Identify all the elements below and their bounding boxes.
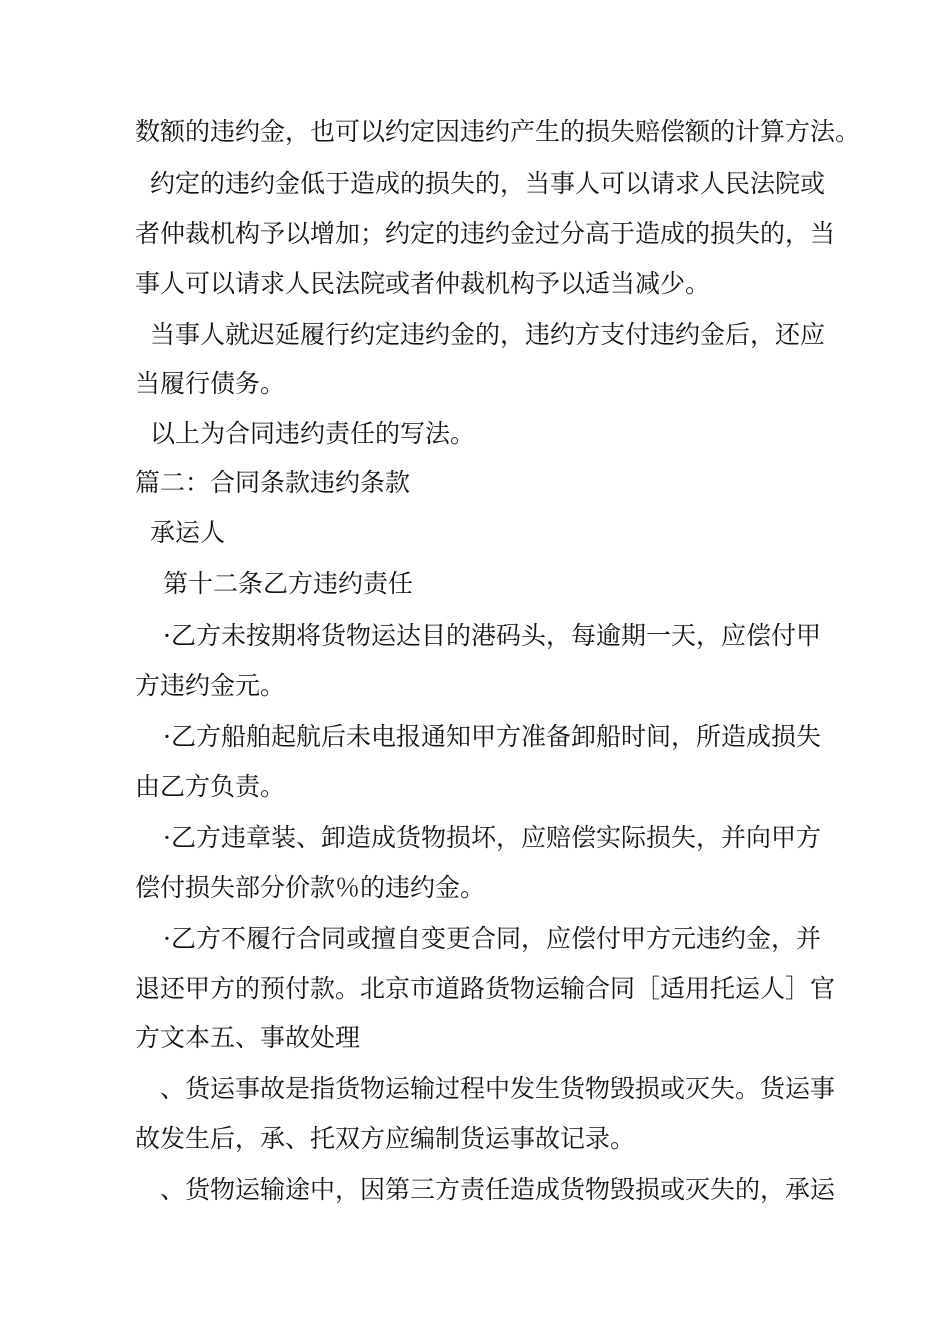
text-line: 事人可以请求人民法院或者仲裁机构予以适当减少。 — [135, 269, 711, 298]
section-heading: 篇二：合同条款违约条款 — [135, 468, 411, 497]
text-line: 约定的违约金低于造成的损失的，当事人可以请求人民法院或 — [150, 169, 826, 198]
text-line: 方文本五、事故处理 — [135, 1023, 361, 1052]
text-line: 、货运事故是指货物运输过程中发生货物毁损或灭失。货运事 — [160, 1074, 836, 1103]
text-line: ·乙方不履行合同或擅自变更合同，应偿付甲方元违约金，并 — [163, 924, 821, 953]
text-line: 承运人 — [150, 518, 226, 547]
text-line: 方违约金元。 — [135, 671, 286, 700]
text-line: ·乙方未按期将货物运达目的港码头，每逾期一天，应偿付甲 — [163, 621, 821, 650]
text-line: 者仲裁机构予以增加；约定的违约金过分高于造成的损失的，当 — [135, 219, 836, 248]
text-line: 偿付损失部分价款％的违约金。 — [135, 873, 486, 902]
text-line: 当事人就迟延履行约定违约金的，违约方支付违约金后，还应 — [150, 320, 826, 349]
text-line: 数额的违约金，也可以约定因违约产生的损失赔偿额的计算方法。 — [135, 117, 861, 146]
text-line: 当履行债务。 — [135, 369, 286, 398]
text-line: 以上为合同违约责任的写法。 — [150, 419, 476, 448]
article-heading: 第十二条乙方违约责任 — [163, 569, 414, 598]
text-line: 、货物运输途中，因第三方责任造成货物毁损或灭失的，承运 — [160, 1175, 836, 1204]
text-line: 退还甲方的预付款。北京市道路货物运输合同［适用托运人］官 — [135, 974, 836, 1003]
text-line: ·乙方船舶起航后未电报通知甲方准备卸船时间，所造成损失 — [163, 722, 821, 751]
text-line: 由乙方负责。 — [135, 772, 286, 801]
text-line: ·乙方违章装、卸造成货物损坏，应赔偿实际损失，并向甲方 — [163, 823, 821, 852]
text-line: 故发生后，承、托双方应编制货运事故记录。 — [135, 1124, 636, 1153]
